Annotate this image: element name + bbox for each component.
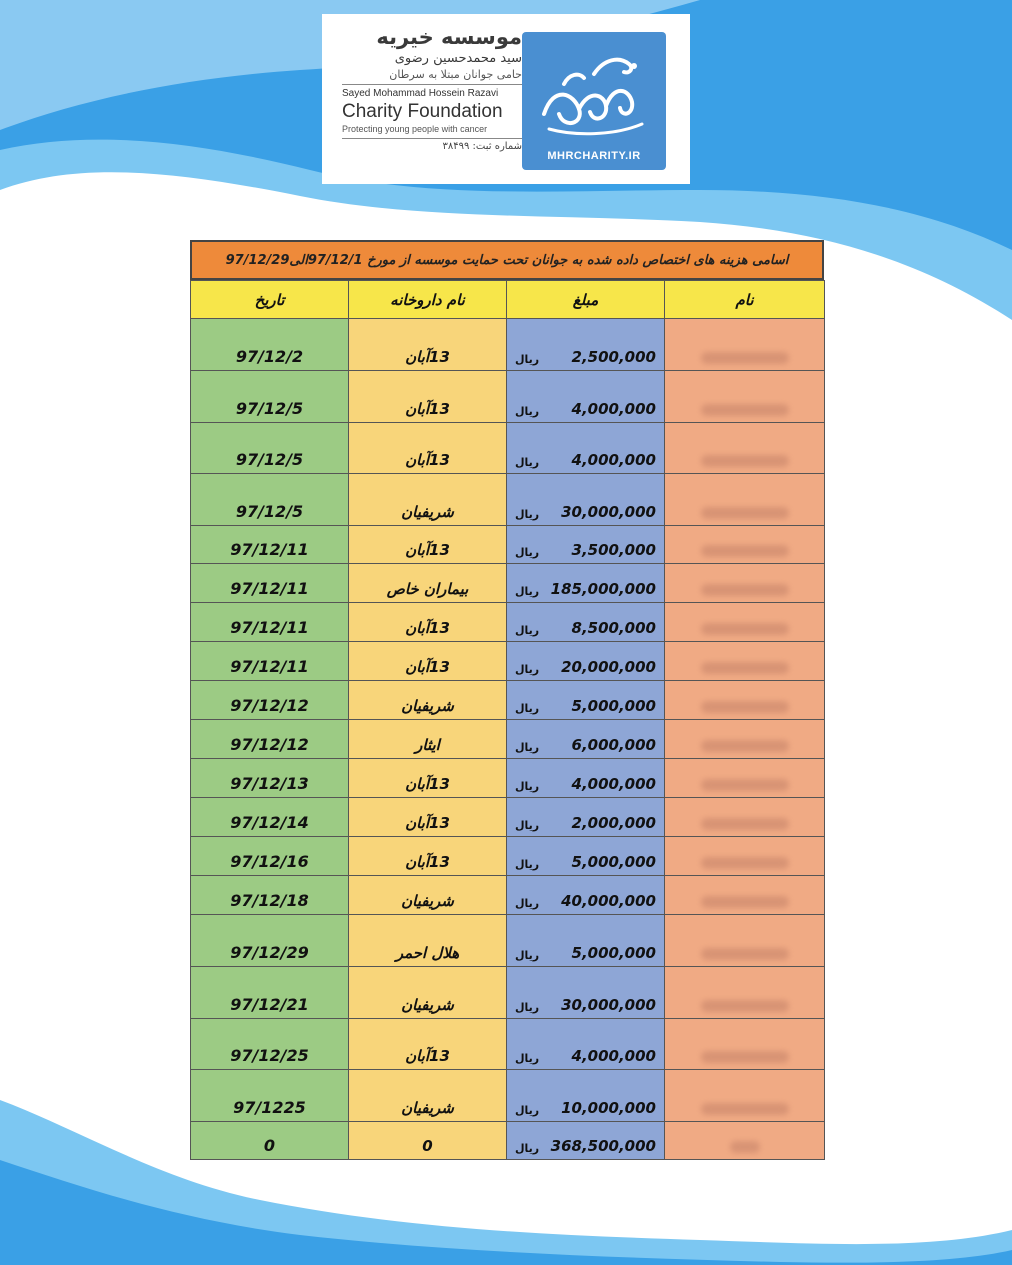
header-name: نام (665, 281, 825, 319)
currency-label: ریال (515, 1001, 540, 1014)
total-row (191, 1122, 825, 1160)
amount-cell (507, 423, 665, 474)
amount-value: 4,000,000 (571, 1047, 656, 1065)
table-row (191, 564, 825, 603)
date-cell: 97/1225 (191, 1070, 349, 1122)
amount-value: 5,000,000 (571, 944, 656, 962)
currency-label: ریال (515, 663, 540, 676)
table-body (191, 319, 825, 1160)
amount-cell (507, 876, 665, 915)
currency-label: ریال (515, 456, 540, 469)
total-pharmacy-cell: 0 (349, 1122, 507, 1160)
amount-value: 5,000,000 (571, 697, 656, 715)
redacted-name (701, 1103, 789, 1115)
name-cell (665, 915, 825, 967)
pharmacy-cell: 13آبان (349, 371, 507, 423)
currency-label: ریال (515, 624, 540, 637)
date-cell: 97/12/13 (191, 759, 349, 798)
amount-cell (507, 837, 665, 876)
pharmacy-cell: شریفیان (349, 876, 507, 915)
currency-label: ریال (515, 858, 540, 871)
redacted-name (701, 545, 789, 557)
total-name-cell (665, 1122, 825, 1160)
redacted-name (701, 818, 789, 830)
total-amount-cell (507, 1122, 665, 1160)
pharmacy-cell: 13آبان (349, 837, 507, 876)
amount-value: 2,000,000 (571, 814, 656, 832)
amount-value: 4,000,000 (571, 451, 656, 469)
redacted-name (701, 701, 789, 713)
currency-label: ریال (515, 546, 540, 559)
table-row (191, 876, 825, 915)
header-amount: مبلغ (507, 281, 665, 319)
amount-cell (507, 564, 665, 603)
logo-text (342, 24, 522, 155)
currency-label: ریال (515, 741, 540, 754)
table-row (191, 603, 825, 642)
pharmacy-cell: شریفیان (349, 681, 507, 720)
amount-cell (507, 967, 665, 1019)
logo-en-name: Sayed Mohammad Hossein Razavi (342, 88, 499, 99)
currency-label: ریال (515, 949, 540, 962)
logo-emblem (522, 32, 666, 170)
pharmacy-cell: شریفیان (349, 967, 507, 1019)
name-cell (665, 1070, 825, 1122)
currency-label: ریال (515, 1104, 540, 1117)
logo-fa-tagline: حامی جوانان مبتلا به سرطان (342, 67, 522, 85)
name-cell (665, 967, 825, 1019)
name-cell (665, 474, 825, 526)
currency-label: ریال (515, 585, 540, 598)
expense-table (190, 240, 824, 1160)
amount-value: 185,000,000 (550, 580, 656, 598)
table-row (191, 798, 825, 837)
date-cell: 97/12/5 (191, 474, 349, 526)
name-cell (665, 423, 825, 474)
amount-value: 5,000,000 (571, 853, 656, 871)
pharmacy-cell: شریفیان (349, 1070, 507, 1122)
table-row (191, 423, 825, 474)
table-row (191, 837, 825, 876)
table-row (191, 642, 825, 681)
name-cell (665, 564, 825, 603)
date-cell: 97/12/11 (191, 603, 349, 642)
amount-cell (507, 915, 665, 967)
redacted-name (701, 779, 789, 791)
name-cell (665, 319, 825, 371)
table-row (191, 371, 825, 423)
currency-label: ریال (515, 702, 540, 715)
amount-cell (507, 1070, 665, 1122)
redacted-name (701, 584, 789, 596)
table-row (191, 915, 825, 967)
pharmacy-cell: 13آبان (349, 642, 507, 681)
logo-registration: شماره ثبت: ۳۸۴۹۹ (442, 141, 522, 152)
currency-label: ریال (515, 819, 540, 832)
pharmacy-cell: 13آبان (349, 759, 507, 798)
redacted-name (701, 623, 789, 635)
redacted-name (701, 455, 789, 467)
pharmacy-cell: 13آبان (349, 423, 507, 474)
amount-cell (507, 642, 665, 681)
table-row (191, 319, 825, 371)
date-cell: 97/12/18 (191, 876, 349, 915)
currency-label: ریال (515, 897, 540, 910)
redacted-name (701, 507, 789, 519)
date-cell: 97/12/11 (191, 526, 349, 564)
currency-label: ریال (515, 405, 540, 418)
date-cell: 97/12/16 (191, 837, 349, 876)
amount-value: 8,500,000 (571, 619, 656, 637)
table-title: اسامی هزینه های اختصاص داده شده به جوانان تحت حمایت موسسه از مورخ 97/12/1الی97/12/29 (190, 240, 824, 280)
date-cell: 97/12/2 (191, 319, 349, 371)
amount-cell (507, 759, 665, 798)
amount-cell (507, 526, 665, 564)
name-cell (665, 603, 825, 642)
name-cell (665, 526, 825, 564)
calligraphy-logo-icon (534, 44, 654, 144)
pharmacy-cell: 13آبان (349, 798, 507, 837)
table-row (191, 967, 825, 1019)
amount-value: 4,000,000 (571, 775, 656, 793)
amount-value: 20,000,000 (561, 658, 656, 676)
amount-value: 30,000,000 (561, 996, 656, 1014)
amount-cell (507, 371, 665, 423)
total-date-cell: 0 (191, 1122, 349, 1160)
amount-cell (507, 474, 665, 526)
table-row (191, 759, 825, 798)
date-cell: 97/12/12 (191, 720, 349, 759)
table-row (191, 526, 825, 564)
header-pharmacy: نام داروخانه (349, 281, 507, 319)
date-cell: 97/12/5 (191, 423, 349, 474)
pharmacy-cell: 13آبان (349, 526, 507, 564)
logo-url: MHRCHARITY.IR (547, 150, 641, 162)
pharmacy-cell: 13آبان (349, 319, 507, 371)
logo-fa-subtitle: سید محمدحسین رضوی (394, 51, 522, 66)
redacted-name (701, 948, 789, 960)
currency-label: ریال (515, 1052, 540, 1065)
date-cell: 97/12/11 (191, 564, 349, 603)
redacted-name (701, 740, 789, 752)
logo-card (322, 14, 690, 184)
amount-cell (507, 1019, 665, 1070)
date-cell: 97/12/12 (191, 681, 349, 720)
amount-cell (507, 319, 665, 371)
amount-value: 30,000,000 (561, 503, 656, 521)
logo-en-title: Charity Foundation (342, 101, 503, 122)
pharmacy-cell: بیماران خاص (349, 564, 507, 603)
table-row (191, 1070, 825, 1122)
redacted-name (701, 857, 789, 869)
name-cell (665, 837, 825, 876)
amount-value: 2,500,000 (571, 348, 656, 366)
amount-cell (507, 603, 665, 642)
amount-cell (507, 798, 665, 837)
date-cell: 97/12/25 (191, 1019, 349, 1070)
amount-cell (507, 681, 665, 720)
pharmacy-cell: هلال احمر (349, 915, 507, 967)
logo-fa-title: موسسه خیریه (376, 25, 522, 49)
name-cell (665, 642, 825, 681)
table-row (191, 1019, 825, 1070)
redacted-name (701, 404, 789, 416)
name-cell (665, 759, 825, 798)
table-row (191, 474, 825, 526)
currency-label: ریال (515, 353, 540, 366)
redacted-name (701, 352, 789, 364)
name-cell (665, 681, 825, 720)
amount-value: 10,000,000 (561, 1099, 656, 1117)
date-cell: 97/12/14 (191, 798, 349, 837)
name-cell (665, 1019, 825, 1070)
name-cell (665, 720, 825, 759)
header-row (191, 281, 825, 319)
expense-grid (190, 280, 825, 1160)
total-amount-value: 368,500,000 (550, 1137, 656, 1155)
name-cell (665, 371, 825, 423)
pharmacy-cell: 13آبان (349, 603, 507, 642)
name-cell (665, 876, 825, 915)
amount-value: 3,500,000 (571, 541, 656, 559)
pharmacy-cell: شریفیان (349, 474, 507, 526)
date-cell: 97/12/21 (191, 967, 349, 1019)
pharmacy-cell: 13آبان (349, 1019, 507, 1070)
table-row (191, 681, 825, 720)
name-cell (665, 798, 825, 837)
currency-label: ریال (515, 1142, 540, 1155)
amount-value: 4,000,000 (571, 400, 656, 418)
currency-label: ریال (515, 508, 540, 521)
pharmacy-cell: ایثار (349, 720, 507, 759)
table-row (191, 720, 825, 759)
amount-value: 40,000,000 (561, 892, 656, 910)
redacted-name (701, 896, 789, 908)
date-cell: 97/12/11 (191, 642, 349, 681)
date-cell: 97/12/5 (191, 371, 349, 423)
redacted-name (701, 1051, 789, 1063)
header-date: تاریخ (191, 281, 349, 319)
date-cell: 97/12/29 (191, 915, 349, 967)
amount-value: 6,000,000 (571, 736, 656, 754)
logo-en-tagline: Protecting young people with cancer (342, 123, 522, 139)
amount-cell (507, 720, 665, 759)
redacted-name (701, 662, 789, 674)
redacted-name (701, 1000, 789, 1012)
currency-label: ریال (515, 780, 540, 793)
redacted-name (730, 1141, 760, 1153)
